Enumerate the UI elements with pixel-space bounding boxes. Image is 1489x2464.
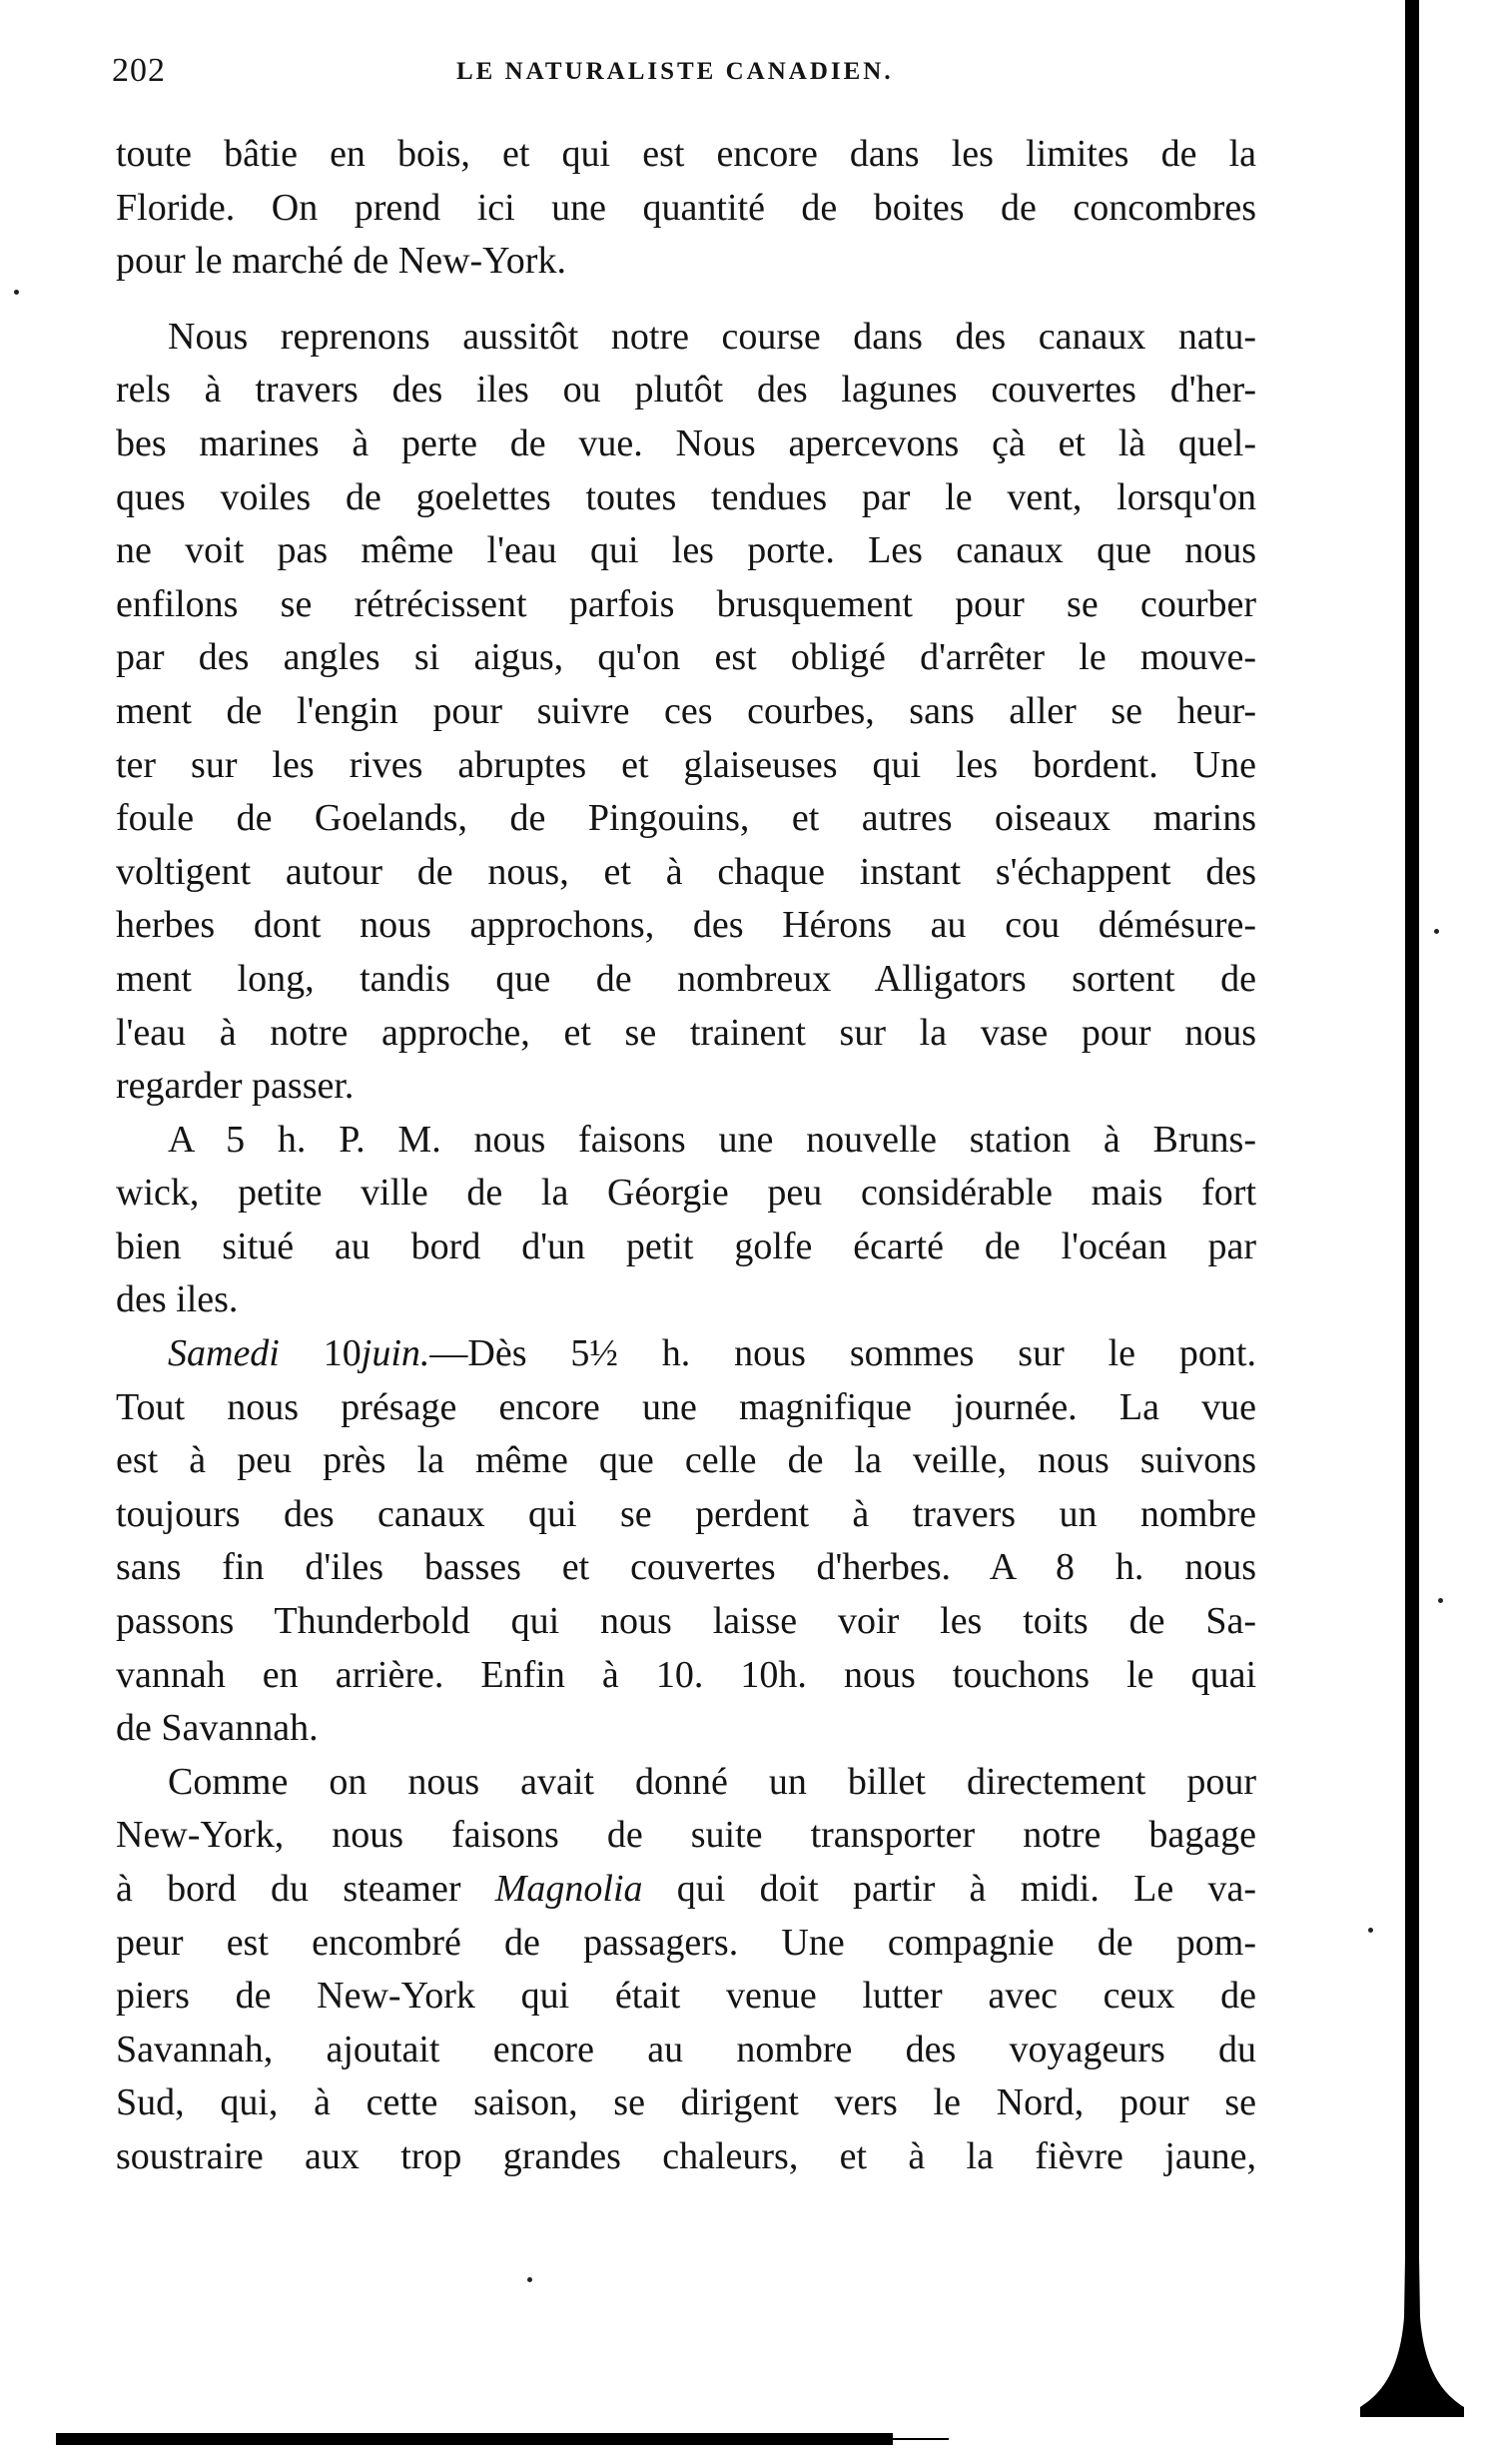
text-line: ment de l'engin pour suivre ces courbes, sans aller se heur- — [116, 689, 1256, 732]
text-line — [116, 1863, 1256, 1917]
text-line: est à peu près la même que celle de la veille, nous suivons — [116, 1439, 1256, 1482]
journal-title: LE NATURALISTE CANADIEN. — [456, 58, 894, 85]
text-line: passons Thunderbold qui nous laisse voir les toits de Sa- — [116, 1600, 1256, 1643]
steamer-text: à bord du steamer — [116, 1868, 461, 1910]
text-line: des iles. — [116, 1278, 239, 1321]
text-line: bien situé au bord d'un petit golfe écarté de l'océan par — [116, 1225, 1256, 1267]
text-line: Comme on nous avait donné un billet directement pour — [168, 1760, 1256, 1803]
text-line: A 5 h. P. M. nous faisons une nouvelle station à Bruns- — [168, 1118, 1256, 1161]
text-line: bes marines à perte de vue. Nous apercevons çà et là quel- — [116, 421, 1256, 464]
binding-rule-foot — [1360, 2257, 1464, 2417]
scan-speck — [14, 290, 19, 295]
entry-date-day: 10 — [323, 1332, 362, 1375]
text-line: ment long, tandis que de nombreux Alligators sortent de — [116, 957, 1256, 1000]
text-line: Sud, qui, à cette saison, se dirigent vers le Nord, pour se — [116, 2081, 1256, 2124]
scan-speck — [1438, 1598, 1443, 1603]
scan-speck — [1368, 1928, 1373, 1933]
binding-rule — [1405, 0, 1419, 2377]
text-line: New-York, nous faisons de suite transporter notre bagage — [116, 1814, 1256, 1857]
text-line: l'eau à notre approche, et se trainent sur la vase pour nous — [116, 1011, 1256, 1054]
text-line: par des angles si aigus, qu'on est obligé d'arrêter le mouve- — [116, 636, 1256, 679]
text-line: soustraire aux trop grandes chaleurs, et à la fièvre jaune, — [116, 2134, 1256, 2177]
bottom-rule-tail — [893, 2438, 949, 2440]
text-line: vannah en arrière. Enfin à 10. 10h. nous touchons le quai — [116, 1653, 1256, 1696]
bottom-rule — [56, 2429, 1454, 2447]
text-line: pour le marché de New-York. — [116, 240, 566, 283]
text-line: Floride. On prend ici une quantité de boites de concombres — [116, 186, 1256, 229]
text-line: enfilons se rétrécissent parfois brusquement pour se courber — [116, 582, 1256, 625]
text-line: regarder passer. — [116, 1065, 355, 1108]
text-line: toute bâtie en bois, et qui est encore dans les limites de la — [116, 133, 1256, 175]
text-line: piers de New-York qui était venue lutter avec ceux de — [116, 1975, 1256, 2018]
text-line: wick, petite ville de la Géorgie peu considérable mais fort — [116, 1172, 1256, 1215]
text-line: voltigent autour de nous, et à chaque instant s'échappent des — [116, 850, 1256, 893]
scan-speck — [1434, 929, 1439, 934]
text-line: Savannah, ajoutait encore au nombre des voyageurs du — [116, 2028, 1256, 2070]
steamer-text-rest: qui doit partir à midi. Le va- — [676, 1868, 1256, 1910]
text-line: foule de Goelands, de Pingouins, et autres oiseaux marins — [116, 797, 1256, 840]
body-text — [116, 128, 1256, 2184]
text-line: de Savannah. — [116, 1707, 319, 1750]
running-head — [112, 52, 1250, 112]
scan-speck — [527, 2277, 532, 2282]
bottom-rule-bar — [56, 2433, 893, 2445]
text-line: Tout nous présage encore une magnifique journée. La vue — [116, 1385, 1256, 1428]
entry-date-text: —Dès 5½ h. nous sommes sur le pont. — [429, 1332, 1256, 1375]
text-line: rels à travers des iles ou plutôt des lagunes couvertes d'her- — [116, 369, 1256, 411]
entry-date-weekday: Samedi — [168, 1332, 280, 1375]
text-line: peur est encombré de passagers. Une compagnie de pom- — [116, 1921, 1256, 1964]
page-number: 202 — [112, 52, 166, 89]
text-line: ne voit pas même l'eau qui les porte. Les canaux que nous — [116, 529, 1256, 572]
text-line: ques voiles de goelettes toutes tendues par le vent, lorsqu'on — [116, 475, 1256, 518]
text-line: toujours des canaux qui se perdent à travers un nombre — [116, 1492, 1256, 1535]
text-line: sans fin d'iles basses et couvertes d'herbes. A 8 h. nous — [116, 1546, 1256, 1589]
ship-name: Magnolia — [494, 1868, 643, 1910]
entry-date-month: juin. — [361, 1332, 430, 1375]
text-line — [116, 1327, 1256, 1381]
text-line: ter sur les rives abruptes et glaiseuses qui les bordent. Une — [116, 743, 1256, 786]
text-line: herbes dont nous approchons, des Hérons au cou démésure- — [116, 904, 1256, 947]
text-line: Nous reprenons aussitôt notre course dans des canaux natu- — [168, 315, 1256, 358]
